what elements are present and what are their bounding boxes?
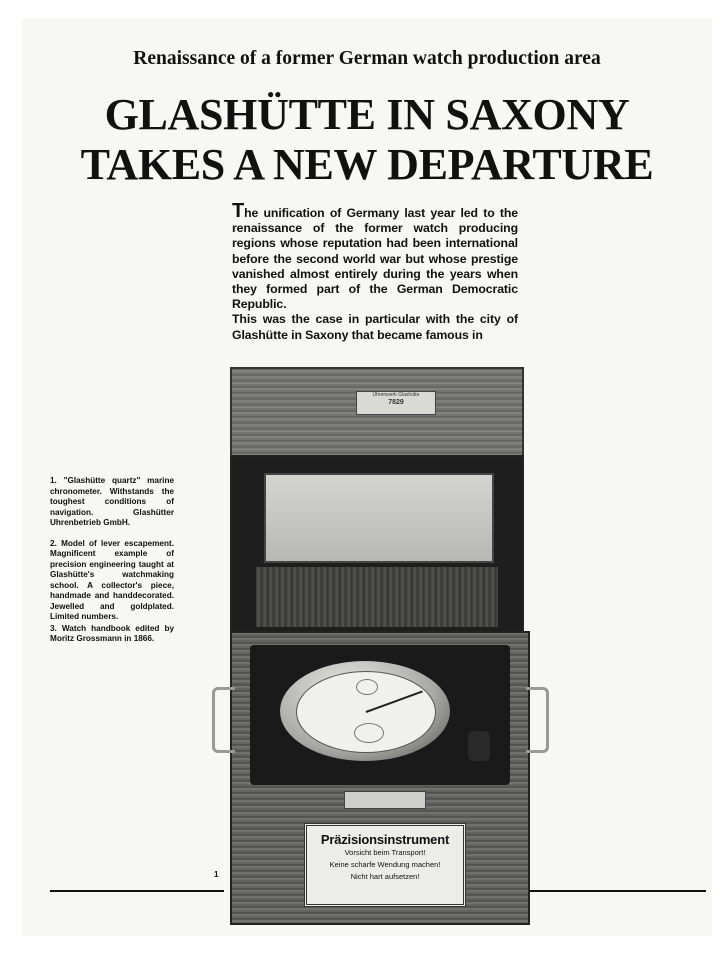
intro-text: [232, 200, 518, 343]
label-title: Präzisionsinstrument: [320, 832, 450, 847]
winding-knob: [468, 731, 490, 761]
label-line-1: Vorsicht beim Transport!: [344, 848, 426, 857]
subdial-icon: [356, 679, 378, 695]
plate-text: Uhrenwerk Glashütte: [372, 392, 420, 398]
chronometer-photo: [208, 365, 548, 925]
divider-left: [50, 890, 224, 892]
seconds-subdial-icon: [354, 723, 384, 743]
label-line-3: Nicht hart aufsetzen!: [350, 872, 420, 881]
lid-frame: [230, 455, 524, 635]
caption-3: 3. Watch handbook edited by Moritz Grossmann in 1866.: [50, 623, 174, 643]
kicker: Renaissance of a former German watch production area: [133, 48, 601, 69]
chronometer-box: [230, 631, 530, 925]
lid-inner-panel: [256, 567, 498, 627]
label-line-2: Keine scharfe Wendung machen!: [329, 860, 441, 869]
name-plate: [356, 391, 436, 415]
caption-1: 1. "Glashütte quartz" marine chronometer. Withstands the toughest conditions of navigation. Glashütter Uhrenbetrieb GmbH.: [50, 476, 174, 527]
magazine-page: [22, 18, 712, 936]
handle-left-icon: [212, 687, 235, 753]
divider-right: [530, 890, 706, 892]
figure-captions: [50, 476, 174, 645]
handle-right-icon: [526, 687, 549, 753]
figure-number: 1: [214, 870, 219, 879]
plate-number: 7829: [388, 399, 404, 406]
box-latch: [344, 791, 426, 809]
lid-glass: [264, 473, 494, 563]
warning-label: [304, 823, 466, 907]
box-lid: [230, 367, 524, 459]
intro-paragraph-2: This was the case in particular with the city of Glashütte in Saxony that became famous in: [232, 312, 518, 342]
headline-line-2: TAKES A NEW DEPARTURE: [80, 140, 654, 189]
headline-line-1: GLASHÜTTE IN SAXONY: [104, 90, 630, 139]
intro-paragraph-1: The unification of Germany last year led to the renaissance of the former watch producing regions whose reputation had been international before the second world war but whose prestige vanished almost entirely during the years when they formed part of the German Democratic Republic.: [232, 200, 518, 312]
caption-2: 2. Model of lever escapement. Magnificent example of precision engineering taught at Glashütte's watchmaking school. A collector's piece, handmade and handdecorated. Jewelled and goldplated. Limited numbers.: [50, 538, 174, 621]
